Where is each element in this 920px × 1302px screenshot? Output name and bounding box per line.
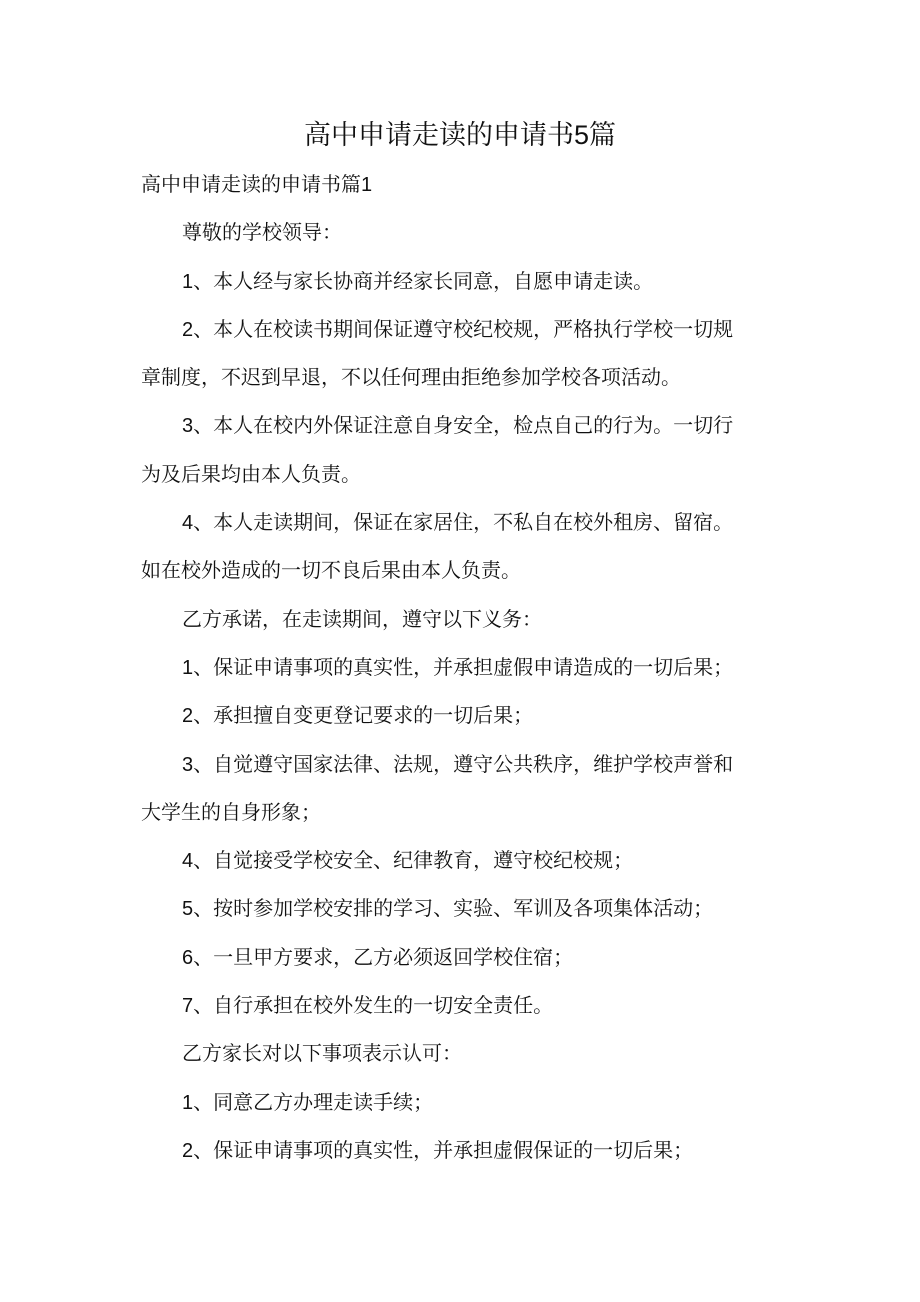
paragraph-line: 乙方承诺，在走读期间，遵守以下义务： bbox=[182, 608, 542, 631]
paragraph bbox=[141, 306, 801, 403]
paragraph bbox=[141, 1127, 801, 1175]
document-body bbox=[141, 161, 801, 1175]
paragraph-line: 7、自行承担在校外发生的一切安全责任。 bbox=[182, 995, 554, 1018]
paragraph-line: 4、自觉接受学校安全、纪律教育，遵守校纪校规； bbox=[182, 850, 634, 873]
paragraph bbox=[141, 258, 801, 306]
paragraph-line: 4、本人走读期间，保证在家居住，不私自在校外租房、留宿。 bbox=[182, 512, 734, 535]
paragraph-line: 2、承担擅自变更登记要求的一切后果； bbox=[182, 705, 534, 728]
paragraph bbox=[141, 499, 801, 596]
paragraph-line: 2、本人在校读书期间保证遵守校纪校规，严格执行学校一切规 bbox=[182, 318, 734, 341]
paragraph-line: 大学生的自身形象； bbox=[141, 801, 321, 824]
paragraph bbox=[141, 885, 801, 933]
paragraph bbox=[141, 402, 801, 499]
paragraph-line: 如在校外造成的一切不良后果由本人负责。 bbox=[141, 560, 521, 583]
paragraph bbox=[141, 692, 801, 740]
paragraph-line: 2、保证申请事项的真实性，并承担虚假保证的一切后果； bbox=[182, 1139, 694, 1162]
paragraph bbox=[141, 982, 801, 1030]
paragraph-line: 1、同意乙方办理走读手续； bbox=[182, 1091, 434, 1114]
paragraph bbox=[141, 644, 801, 692]
paragraph bbox=[141, 596, 801, 644]
paragraph-line: 6、一旦甲方要求，乙方必须返回学校住宿； bbox=[182, 946, 574, 969]
paragraph-line: 1、保证申请事项的真实性，并承担虚假申请造成的一切后果； bbox=[182, 656, 734, 679]
section-heading bbox=[141, 161, 801, 209]
paragraph bbox=[141, 1079, 801, 1127]
paragraph bbox=[141, 934, 801, 982]
paragraph bbox=[141, 1030, 801, 1078]
paragraph-line: 5、按时参加学校安排的学习、实验、军训及各项集体活动； bbox=[182, 898, 714, 921]
paragraph-line: 1、本人经与家长协商并经家长同意，自愿申请走读。 bbox=[182, 270, 654, 293]
paragraph bbox=[141, 837, 801, 885]
paragraph-line: 3、本人在校内外保证注意自身安全，检点自己的行为。一切行 bbox=[182, 415, 734, 438]
paragraph-line: 为及后果均由本人负责。 bbox=[141, 463, 361, 486]
paragraph-line: 尊敬的学校领导： bbox=[182, 222, 342, 245]
document-title: 高中申请走读的申请书5篇 bbox=[303, 120, 616, 150]
paragraph-line: 3、自觉遵守国家法律、法规，遵守公共秩序，维护学校声誉和 bbox=[182, 753, 734, 776]
paragraph-line: 章制度，不迟到早退，不以任何理由拒绝参加学校各项活动。 bbox=[141, 367, 681, 390]
section-heading-text: 高中申请走读的申请书篇1 bbox=[141, 174, 373, 196]
paragraph bbox=[141, 209, 801, 257]
paragraph-line: 乙方家长对以下事项表示认可： bbox=[182, 1043, 462, 1066]
paragraph bbox=[141, 741, 801, 838]
